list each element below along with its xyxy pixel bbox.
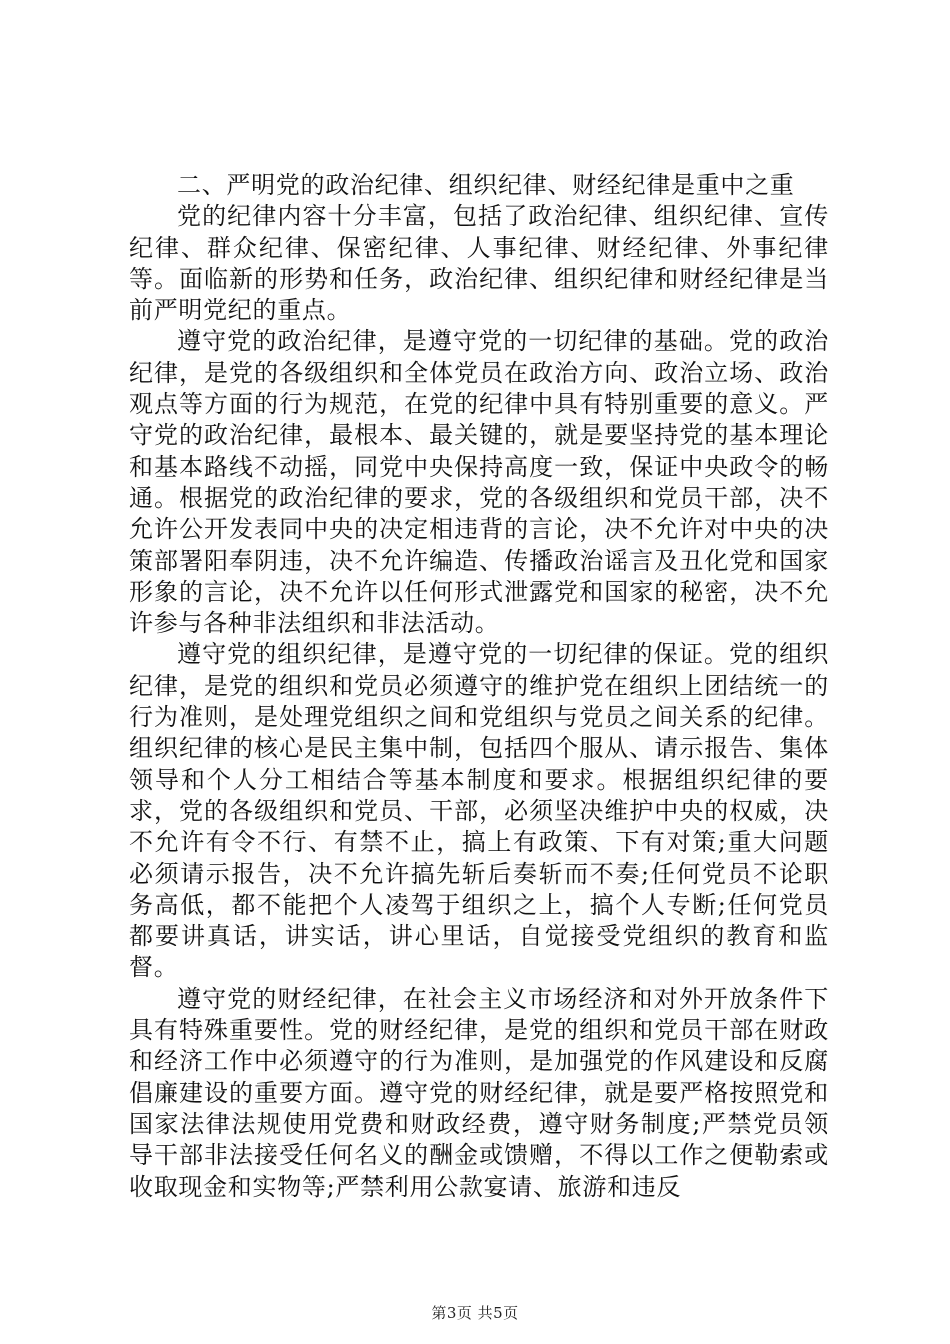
document-body (129, 170, 829, 1203)
paragraph-organizational-discipline: 遵守党的组织纪律，是遵守党的一切纪律的保证。党的组织纪律，是党的组织和党员必须遵守的维护党在组织上团结统一的行为准则，是处理党组织之间和党组织与党员之间关系的纪律。组织纪律的核心是民主集中制，包括四个服从、请示报告、集体领导和个人分工相结合等基本制度和要求。根据组织纪律的要求，党的各级组织和党员、干部，必须坚决维护中央的权威，决不允许有令不行、有禁不止，搞上有政策、下有对策;重大问题必须请示报告，决不允许搞先斩后奏斩而不奏;任何党员不论职务高低，都不能把个人凌驾于组织之上，搞个人专断;任何党员都要讲真话，讲实话，讲心里话，自觉接受党组织的教育和监督。 (129, 640, 829, 982)
paragraph-financial-discipline: 遵守党的财经纪律，在社会主义市场经济和对外开放条件下具有特殊重要性。党的财经纪律，是党的组织和党员干部在财政和经济工作中必须遵守的行为准则，是加强党的作风建设和反腐倡廉建设的重要方面。遵守党的财经纪律，就是要严格按照党和国家法律法规使用党费和财政经费，遵守财务制度;严禁党员领导干部非法接受任何名义的酬金或馈赠，不得以工作之便勒索或收取现金和实物等;严禁利用公款宴请、旅游和违反 (129, 984, 829, 1201)
page-number-footer: 第3页 共5页 (431, 1304, 519, 1322)
paragraph-overview: 党的纪律内容十分丰富，包括了政治纪律、组织纪律、宣传纪律、群众纪律、保密纪律、人事纪律、财经纪律、外事纪律等。面临新的形势和任务，政治纪律、组织纪律和财经纪律是当前严明党纪的重点。 (129, 202, 829, 325)
section-heading: 二、严明党的政治纪律、组织纪律、财经纪律是重中之重 (177, 171, 795, 199)
paragraph-political-discipline: 遵守党的政治纪律，是遵守党的一切纪律的基础。党的政治纪律，是党的各级组织和全体党员在政治方向、政治立场、政治观点等方面的行为规范，在党的纪律中具有特别重要的意义。严守党的政治纪律，最根本、最关键的，就是要坚持党的基本理论和基本路线不动摇，同党中央保持高度一致，保证中央政令的畅通。根据党的政治纪律的要求，党的各级组织和党员干部，决不允许公开发表同中央的决定相违背的言论，决不允许对中央的决策部署阳奉阴违，决不允许编造、传播政治谣言及丑化党和国家形象的言论，决不允许以任何形式泄露党和国家的秘密，决不允许参与各种非法组织和非法活动。 (129, 327, 829, 638)
